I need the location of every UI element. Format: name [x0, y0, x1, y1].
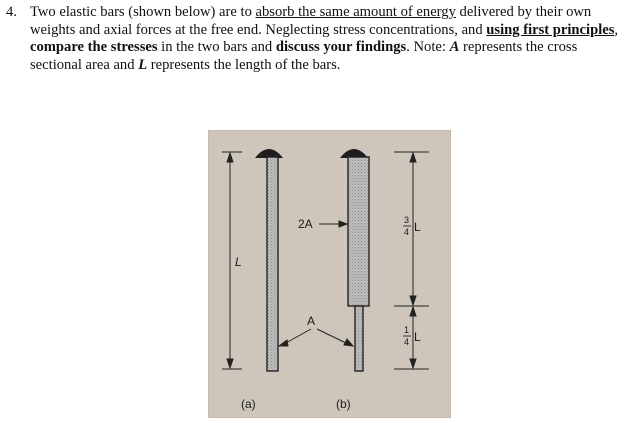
- symbol-length: L: [138, 56, 148, 73]
- frac-lower-den: 4: [404, 337, 410, 347]
- text-segment: delivered by their own weights and axial forces at the free end. Neglecting stress concentrations, and: [30, 4, 592, 38]
- emphasis-discuss-findings: discuss your findings: [275, 39, 407, 55]
- emphasis-compare-stresses: compare the stresses: [30, 39, 158, 55]
- frac-lower-var: L: [414, 330, 421, 344]
- question-number: 4.: [6, 4, 17, 20]
- caption-a: (a): [241, 397, 256, 411]
- frac-upper-var: L: [414, 220, 421, 234]
- text-segment: ,: [614, 21, 619, 38]
- frac-upper-num: 3: [404, 215, 410, 225]
- photo-background: [208, 130, 451, 418]
- text-segment: . Note:: [406, 39, 450, 55]
- question-text: [30, 4, 628, 74]
- text-segment: represents the length of the bars.: [147, 56, 341, 73]
- text-segment: represents the cross sectional area and: [30, 39, 578, 73]
- frac-lower-num: 1: [404, 325, 410, 335]
- symbol-area: A: [449, 39, 460, 55]
- label-area-upper: 2A: [298, 217, 313, 231]
- frac-upper-den: 4: [404, 227, 410, 237]
- underlined-phrase-energy: absorb the same amount of energy: [255, 4, 456, 20]
- bars-diagram: [208, 130, 451, 418]
- bars-figure: [208, 130, 451, 418]
- text-segment: Two elastic bars (shown below) are to: [30, 4, 256, 20]
- text-segment: in the two bars and: [157, 39, 276, 55]
- question-4: [6, 4, 628, 74]
- label-area-lower: A: [307, 314, 316, 328]
- emphasis-first-principles: using first principles: [486, 21, 615, 38]
- caption-b: (b): [336, 397, 351, 411]
- label-length-a: L: [235, 255, 242, 269]
